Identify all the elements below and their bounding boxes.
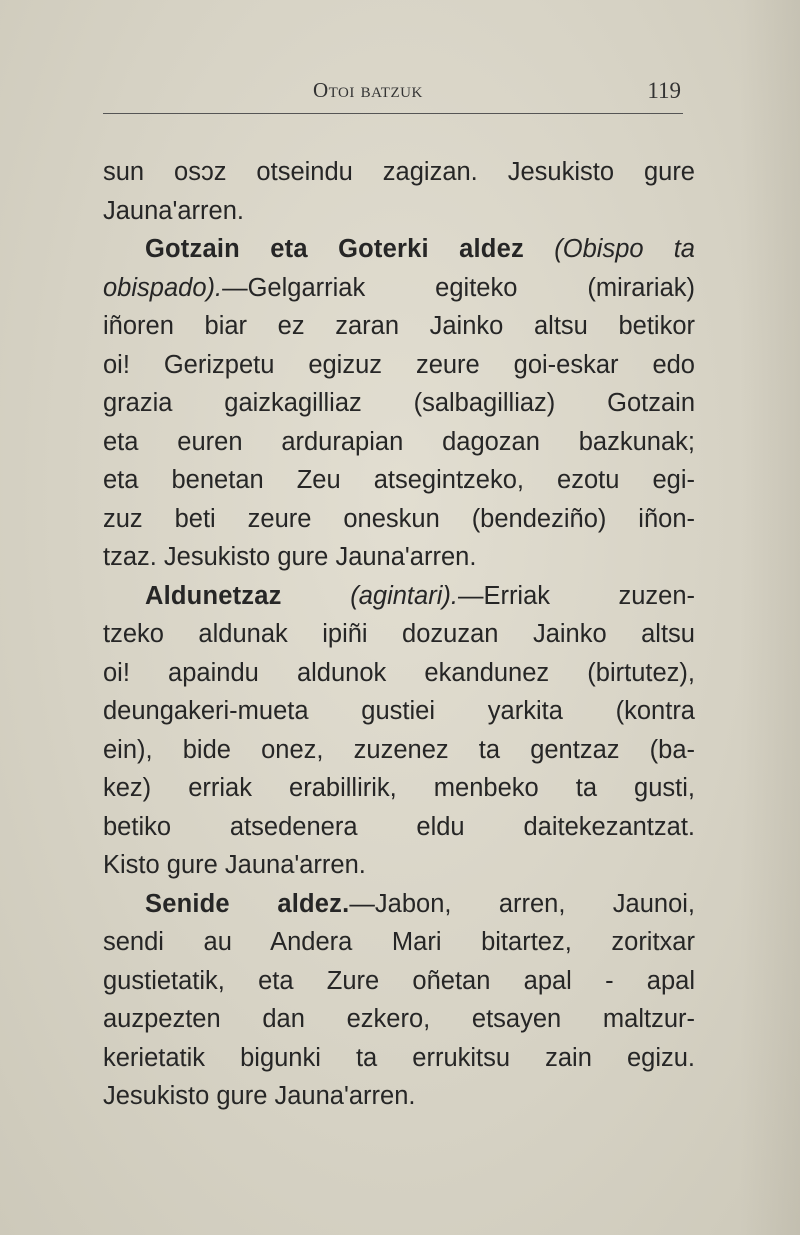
page-edge-shadow bbox=[740, 0, 800, 1235]
text-line bbox=[103, 423, 695, 462]
text-line bbox=[103, 654, 695, 693]
text-run: oi! Gerizpetu egizuz zeure goi-eskar edo bbox=[103, 350, 695, 379]
text-line bbox=[103, 885, 695, 924]
text-run: kerietatik bigunki ta errukitsu zain egizu. bbox=[103, 1043, 695, 1072]
text-run: iñoren biar ez zaran Jainko altsu betikor bbox=[103, 312, 695, 340]
text-run: Jesukisto gure Jauna'arren. bbox=[103, 1082, 416, 1110]
text-run: oi! apaindu aldunok ekandunez (birtutez), bbox=[103, 658, 695, 687]
text-line bbox=[103, 808, 695, 847]
italic-gloss: (Obispo ta bbox=[554, 235, 695, 263]
text-run: —Jabon, arren, Jaunoi, bbox=[349, 889, 696, 918]
text-run: tzeko aldunak ipiñi dozuzan Jainko altsu bbox=[103, 620, 695, 648]
header-rule bbox=[103, 113, 683, 114]
text-run: kez) erriak erabillirik, menbeko ta gusti, bbox=[103, 774, 695, 802]
section-heading: Gotzain eta Goterki aldez bbox=[145, 235, 555, 263]
text-line bbox=[103, 461, 695, 500]
section-heading: Aldunetzaz bbox=[145, 581, 351, 610]
text-run: eta euren ardurapian dagozan bazkunak; bbox=[103, 427, 695, 456]
text-line bbox=[103, 1077, 695, 1116]
text-run: auzpezten dan ezkero, etsayen maltzur- bbox=[103, 1005, 695, 1033]
text-line bbox=[103, 307, 695, 346]
text-line bbox=[103, 1000, 695, 1039]
text-line bbox=[103, 346, 695, 385]
text-run: gustietatik, eta Zure oñetan apal - apal bbox=[103, 966, 695, 995]
text-line bbox=[103, 230, 695, 269]
italic-gloss: obispado). bbox=[103, 273, 223, 302]
text-run: zuz beti zeure oneskun (bendeziño) iñon- bbox=[103, 504, 695, 533]
text-line bbox=[103, 538, 695, 577]
text-run: sun osɔz otseindu zagizan. Jesukisto gure bbox=[103, 158, 695, 186]
text-line bbox=[103, 731, 695, 770]
text-run: —Gelgarriak egiteko (mirariak) bbox=[222, 273, 695, 302]
italic-gloss: (agintari). bbox=[350, 581, 458, 610]
text-run: sendi au Andera Mari bitartez, zoritxar bbox=[103, 928, 695, 956]
text-line bbox=[103, 769, 695, 808]
text-line bbox=[103, 577, 695, 616]
text-run: betiko atsedenera eldu daitekezantzat. bbox=[103, 812, 695, 841]
text-run: ein), bide onez, zuzenez ta gentzaz (ba- bbox=[103, 735, 695, 764]
section-heading: Senide aldez. bbox=[145, 889, 350, 918]
body-text bbox=[103, 153, 695, 1116]
text-line bbox=[103, 923, 695, 962]
page-number: 119 bbox=[647, 78, 681, 103]
text-run: tzaz. Jesukisto gure Jauna'arren. bbox=[103, 543, 477, 571]
text-run: Jauna'arren. bbox=[103, 196, 244, 225]
text-run: grazia gaizkagilliaz (salbagilliaz) Gotzain bbox=[103, 389, 695, 417]
text-line bbox=[103, 192, 695, 231]
text-line bbox=[103, 500, 695, 539]
text-line bbox=[103, 153, 695, 192]
text-line bbox=[103, 615, 695, 654]
text-line bbox=[103, 846, 695, 885]
text-line bbox=[103, 962, 695, 1001]
text-line bbox=[103, 269, 695, 308]
text-run: deungakeri-mueta gustiei yarkita (kontra bbox=[103, 697, 695, 725]
text-run: eta benetan Zeu atsegintzeko, ezotu egi- bbox=[103, 466, 695, 494]
text-line bbox=[103, 1039, 695, 1078]
text-line bbox=[103, 384, 695, 423]
text-run: Kisto gure Jauna'arren. bbox=[103, 851, 366, 879]
text-line bbox=[103, 692, 695, 731]
page-header bbox=[103, 78, 683, 108]
running-title: Otoi batzuk bbox=[313, 78, 423, 102]
text-run: —Erriak zuzen- bbox=[457, 581, 695, 610]
